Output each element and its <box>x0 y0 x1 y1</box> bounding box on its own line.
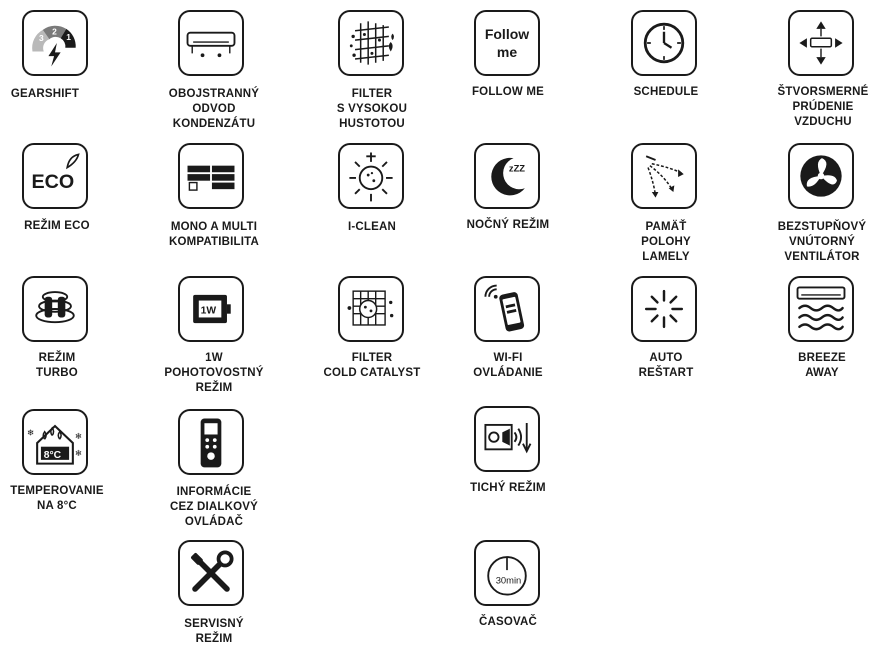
feature-label: REŽIM ECO <box>24 220 90 232</box>
remote-control-icon <box>178 409 244 475</box>
feature-label: BREEZE AWAY <box>798 352 846 379</box>
feature-label: INFORMÁCIE CEZ DIALKOVÝ OVLÁDAČ <box>169 486 258 528</box>
clock-icon <box>631 10 697 76</box>
feature-label: TICHÝ REŽIM <box>470 482 546 494</box>
feature-label: MONO A MULTI KOMPATIBILITA <box>168 221 260 248</box>
svg-text:❄: ❄ <box>74 431 82 442</box>
eco-leaf-icon <box>22 143 88 209</box>
feature-label: ČASOVAČ <box>478 616 538 628</box>
breeze-away-icon <box>788 276 854 342</box>
svg-text:zZZ: zZZ <box>508 162 526 174</box>
gearshift-icon <box>22 10 88 76</box>
svg-text:❄: ❄ <box>26 427 34 438</box>
feature-label: 1W POHOTOVOSTNÝ REŽIM <box>164 352 264 394</box>
feature-label: FOLLOW ME <box>471 86 545 98</box>
gauge-digit-3: 3 <box>39 33 44 44</box>
svg-text:8°C: 8°C <box>43 449 62 461</box>
feature-label: GEARSHIFT <box>10 88 80 100</box>
two-way-drain-icon <box>178 10 244 76</box>
feature-label: TEMPEROVANIE NA 8°C <box>10 485 104 512</box>
gauge-digit-1: 1 <box>66 32 71 43</box>
cold-catalyst-filter-icon <box>338 276 404 342</box>
fan-icon <box>788 143 854 209</box>
feature-label: FILTER S VYSOKOU HUSTOTOU <box>336 88 408 130</box>
svg-text:❄: ❄ <box>74 448 82 459</box>
feature-label: NOČNÝ REŽIM <box>466 219 550 231</box>
feature-label: PAMÄŤ POLOHY LAMELY <box>641 221 691 263</box>
svg-text:ECO: ECO <box>31 171 75 194</box>
house-8c-icon <box>22 409 88 475</box>
feature-label: I-CLEAN <box>347 221 397 233</box>
i-clean-snowflake-sun-icon <box>338 143 404 209</box>
four-way-airflow-icon <box>788 10 854 76</box>
quiet-mode-icon <box>474 406 540 472</box>
feature-label: FILTER COLD CATALYST <box>323 352 421 379</box>
wrench-screwdriver-icon <box>178 540 244 606</box>
timer-icon <box>474 540 540 606</box>
wifi-smartphone-icon <box>474 276 540 342</box>
follow-me-icon: Follow me <box>474 10 540 76</box>
turbo-icon <box>22 276 88 342</box>
feature-label: OBOJSTRANNÝ ODVOD KONDENZÁTU <box>168 88 260 130</box>
feature-label: AUTO REŠTART <box>638 352 694 379</box>
feature-label: WI-FI OVLÁDANIE <box>473 352 543 379</box>
mono-multi-units-icon <box>178 143 244 209</box>
feature-label: ŠTVORSMERNÉ PRÚDENIE VZDUCHU <box>777 86 869 128</box>
battery-1w-icon <box>178 276 244 342</box>
feature-label: REŽIM TURBO <box>36 352 78 379</box>
feature-label: SERVISNÝ REŽIM <box>184 618 244 645</box>
louver-position-icon <box>631 143 697 209</box>
svg-text:30min: 30min <box>495 574 522 586</box>
sleep-moon-icon <box>474 143 540 209</box>
high-density-filter-icon <box>338 10 404 76</box>
feature-label: SCHEDULE <box>633 86 699 98</box>
svg-text:1W: 1W <box>200 305 217 317</box>
feature-label: BEZSTUPŇOVÝ VNÚTORNÝ VENTILÁTOR <box>777 221 867 263</box>
auto-restart-icon <box>631 276 697 342</box>
gauge-digit-2: 2 <box>52 26 57 37</box>
